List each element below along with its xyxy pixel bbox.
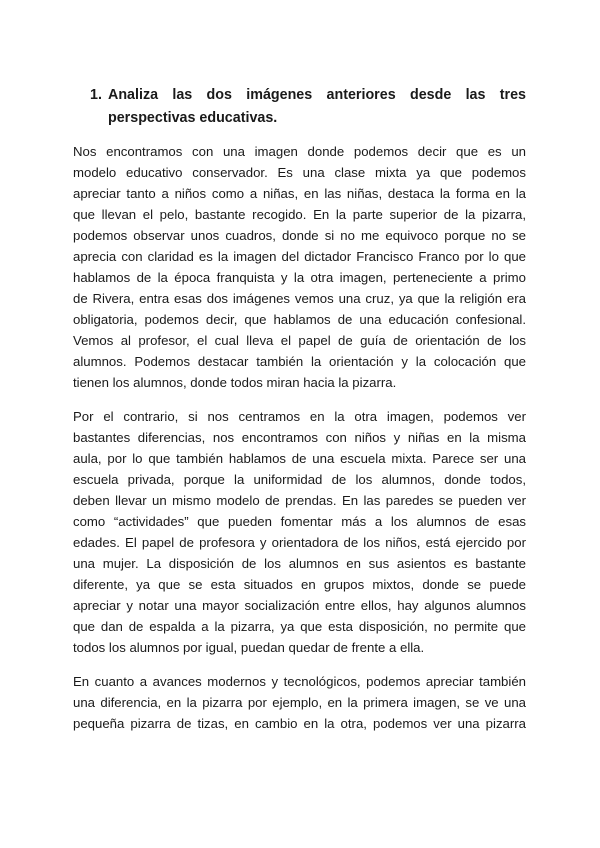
text-line: tienen los alumnos, donde todos miran hacia la pizarra. <box>73 375 397 390</box>
text-line: Nos encontramos con una imagen donde podemos decir que es un <box>73 144 526 159</box>
text-line: obligatoria, podemos decir, que hablamos de una educación confesional. <box>73 312 526 327</box>
text-line: que llevan el pelo, bastante recogido. En la parte superior de la pizarra, <box>73 207 526 222</box>
question-text <box>90 84 526 130</box>
text-line: de Rivera, entra esas dos imágenes vemos una cruz, ya que la religión era <box>73 291 526 306</box>
text-line: diferente, ya que se esta situados en grupos mixtos, donde se puede <box>73 577 526 592</box>
question-line: Analiza las dos imágenes anteriores desde las tres <box>108 87 526 103</box>
text-line: escuela privada, porque la uniformidad de los alumnos, donde todos, <box>73 472 526 487</box>
text-line: pequeña pizarra de tizas, en cambio en la otra, podemos ver una pizarra <box>73 716 526 731</box>
text-line: una diferencia, en la pizarra por ejemplo, en la primera imagen, se ve una <box>73 695 526 710</box>
text-line: podemos observar unos cuadros, donde si no me equivoco porque no se <box>73 228 526 243</box>
text-line: bastantes diferencias, nos encontramos con niños y niñas en la misma <box>73 430 526 445</box>
text-line: una mujer. La disposición de los alumnos en sus asientos es bastante <box>73 556 526 571</box>
question-line: perspectivas educativas. <box>108 110 278 126</box>
text-line: alumnos. Podemos destacar también la orientación y la colocación que <box>73 354 526 369</box>
text-line: aprecia con claridad es la imagen del dictador Francisco Franco por lo que <box>73 249 526 264</box>
text-line: edades. El papel de profesora y orientadora de los niños, está ejercido por <box>73 535 526 550</box>
text-line: modelo educativo conservador. Es una clase mixta ya que podemos <box>73 165 526 180</box>
text-line: Por el contrario, si nos centramos en la otra imagen, podemos ver <box>73 409 526 424</box>
question-heading <box>90 84 526 130</box>
answer-body <box>73 141 526 747</box>
paragraph-1 <box>73 141 526 393</box>
text-line: En cuanto a avances modernos y tecnológicos, podemos apreciar también <box>73 674 526 689</box>
text-line: todos los alumnos por igual, puedan quedar de frente a ella. <box>73 640 425 655</box>
question-number: 1. <box>90 87 102 103</box>
text-line: Vemos al profesor, el cual lleva el papel de guía de orientación de los <box>73 333 526 348</box>
text-line: deben llevar un mismo modelo de prendas. En las paredes se pueden ver <box>73 493 526 508</box>
text-line: hablamos de la época franquista y la otra imagen, perteneciente a primo <box>73 270 526 285</box>
text-line: que dan de espalda a la pizarra, ya que esta disposición, no permite que <box>73 619 526 634</box>
text-line: apreciar tanto a niños como a niñas, en las niñas, destaca la forma en la <box>73 186 526 201</box>
paragraph-3 <box>73 671 526 734</box>
text-line: como “actividades” que pueden fomentar más a los alumnos de esas <box>73 514 526 529</box>
paragraph-2 <box>73 406 526 658</box>
text-line: apreciar y notar una mayor socialización entre ellos, hay algunos alumnos <box>73 598 526 613</box>
text-line: aula, por lo que también hablamos de una escuela mixta. Parece ser una <box>73 451 526 466</box>
